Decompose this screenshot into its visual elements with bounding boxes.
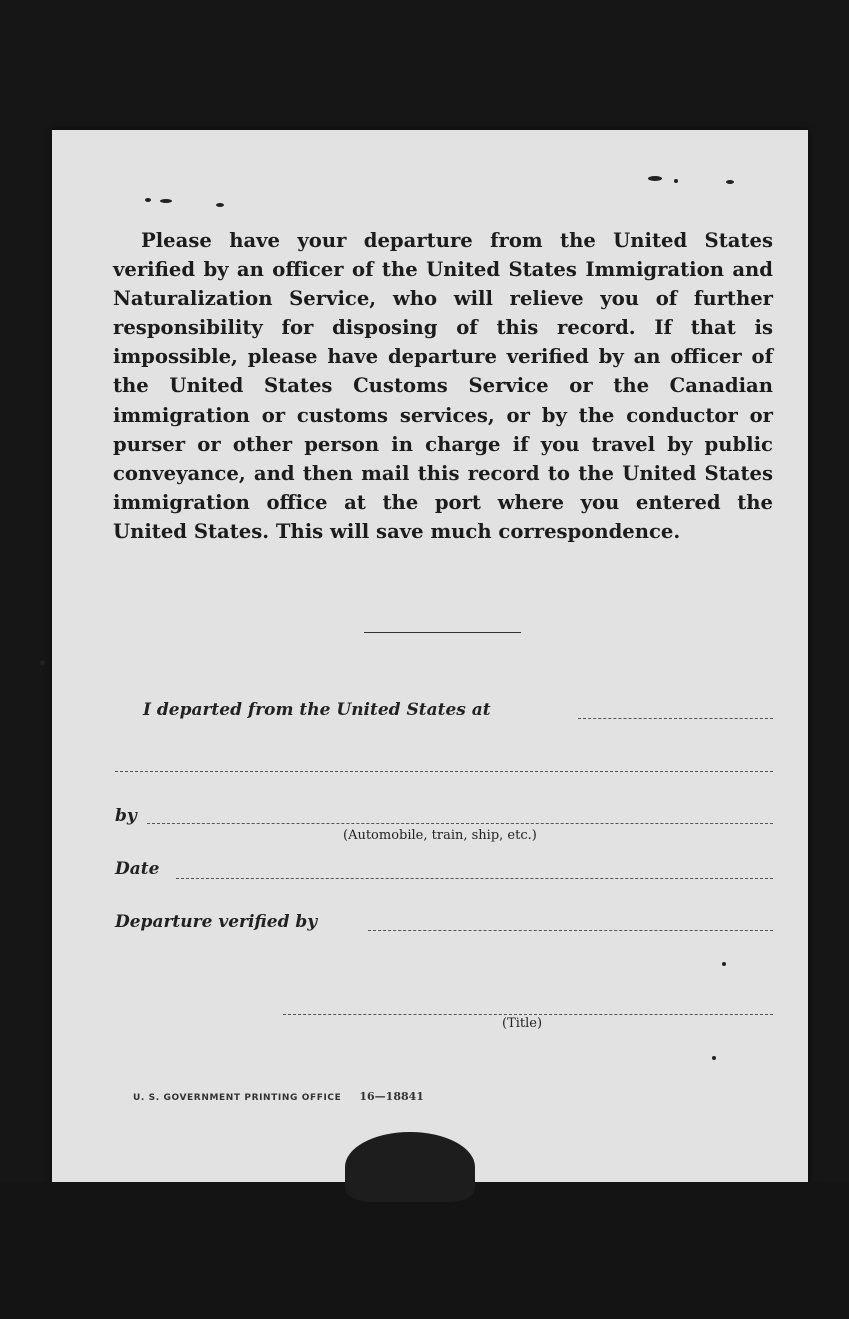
- scan-speck: [648, 176, 662, 181]
- by-label: by: [115, 806, 137, 826]
- scan-speck: [722, 962, 726, 966]
- verified-by-field[interactable]: [368, 930, 773, 931]
- scan-background-bottom: [0, 1182, 849, 1319]
- scan-speck: [712, 1056, 716, 1060]
- date-label: Date: [115, 859, 160, 879]
- scan-speck: [160, 199, 172, 203]
- departed-label: I departed from the United States at: [143, 700, 491, 720]
- title-field[interactable]: [283, 1014, 773, 1015]
- scan-speck: [145, 198, 151, 202]
- conveyance-caption: (Automobile, train, ship, etc.): [343, 828, 537, 843]
- conveyance-field[interactable]: [147, 823, 773, 824]
- date-field[interactable]: [176, 878, 773, 879]
- scan-shadow-blob: [345, 1132, 475, 1202]
- title-caption: (Title): [502, 1016, 543, 1031]
- departed-place-field-continued[interactable]: [115, 771, 773, 772]
- separator-rule: [364, 632, 521, 633]
- scan-speck: [674, 179, 678, 183]
- scan-speck: [726, 180, 734, 184]
- instructions-paragraph: Please have your departure from the United States verified by an officer of the United States Immigration and Naturalization Service, who will relieve you of further responsibility for disposing of this record. If that is impossible, please have departure verified by an officer of the United States Customs Service or the Canadian immigration or customs services, or by the conductor or purser or other person in charge if you travel by public conveyance, and then mail this record to the United States immigration office at the port where you entered the United States. This will save much correspondence.: [113, 229, 773, 543]
- form-number: 16—18841: [359, 1090, 424, 1103]
- scan-speck: [40, 660, 45, 665]
- verified-label: Departure verified by: [115, 912, 318, 932]
- printer-name: U. S. GOVERNMENT PRINTING OFFICE: [133, 1093, 342, 1103]
- departed-place-field[interactable]: [578, 718, 773, 719]
- printer-imprint: [133, 1090, 424, 1103]
- scan-speck: [216, 203, 224, 207]
